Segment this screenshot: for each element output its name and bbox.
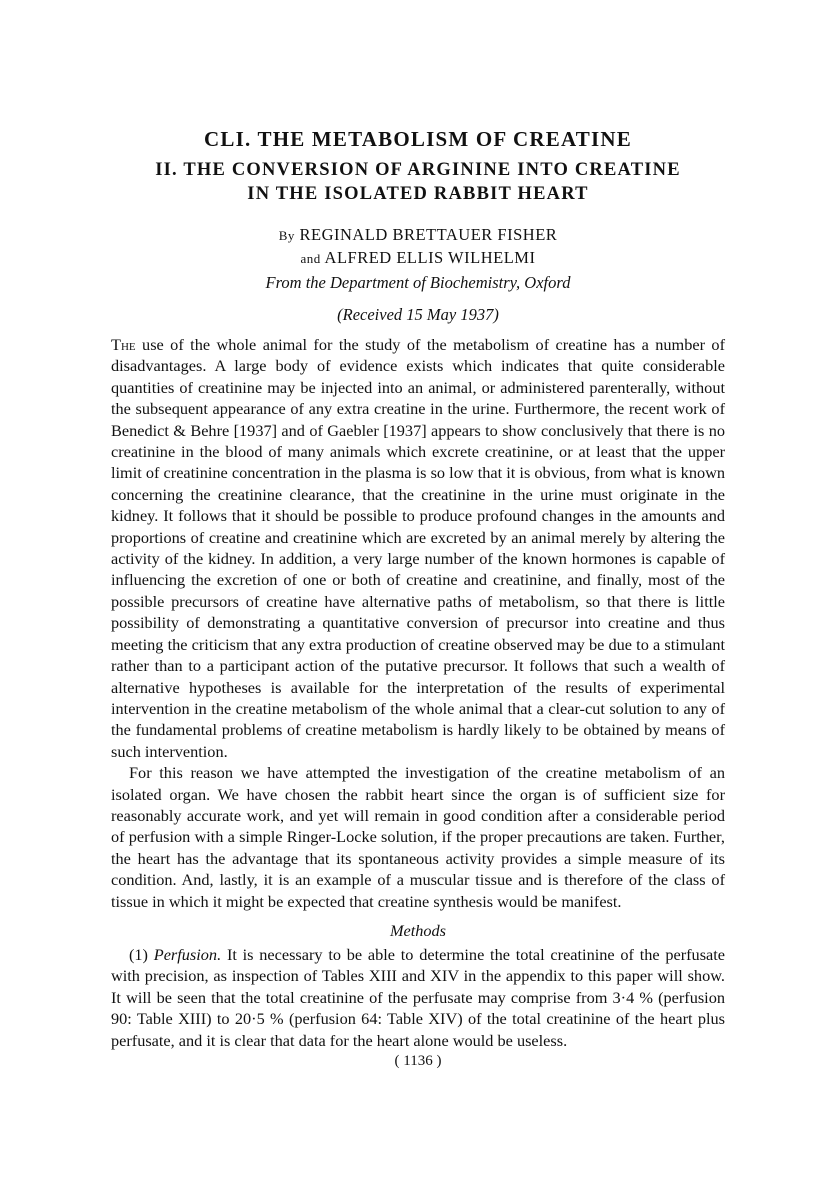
author-name-1: REGINALD BRETTAUER FISHER <box>299 225 558 244</box>
author-name-2: ALFRED ELLIS WILHELMI <box>324 248 536 267</box>
author-line-1 <box>111 224 725 247</box>
first-word: The <box>111 335 136 354</box>
by-label: By <box>278 228 295 243</box>
subtitle-line-2: IN THE ISOLATED RABBIT HEART <box>247 184 589 204</box>
perfusion-lead: Perfusion. <box>153 944 222 964</box>
and-label: and <box>300 251 321 266</box>
paragraph-intro-text: use of the whole animal for the study of the metabolism of creatine has a number of disadvantages. A large body of evidence exists which indicates that quite considerable quantities of creatinine may be injected into an animal, or administered parenterally, without the subsequent appearance of any extra creatine in the urine. Furthermore, the recent work of Benedict & Behre [1937] and of Gaebler [1937] appears to show conclusively that there is no creatinine in the blood of many animals which excrete creatinine, or at least that the upper limit of creatinine concentration in the plasma is so low that it is obvious, from what is known concerning the creatinine clearance, that the creatinine in the urine must originate in the kidney. It follows that it should be possible to produce profound changes in the amounts and proportions of creatine and creatinine which are excreted by an animal merely by altering the activity of the kidney. In addition, a very large number of the known hormones is capable of influencing the excretion of one or both of creatine and creatinine, and finally, most of the possible precursors of creatine have alternative paths of metabolism, so that there is little possibility of demonstrating a quantitative conversion of precursor into creatine and thus meeting the criticism that any extra production of creatine observed may be due to a stimulant rather than to a participant action of the putative precursor. It follows that such a wealth of alternative hypotheses is available for the interpretation of the results of experimental intervention in the creatine metabolism of the whole animal that a clear-cut solution to any of the fundamental problems of creatine metabolism is hardly likely to be obtained by means of such intervention. <box>111 335 725 761</box>
subtitle-line-1: II. THE CONVERSION OF ARGININE INTO CREATINE <box>155 160 681 180</box>
section-heading-methods: Methods <box>389 920 447 940</box>
article-page <box>111 126 725 1071</box>
paragraph-perfusion <box>111 944 725 1051</box>
item-number: (1) <box>129 944 148 964</box>
paragraph-intro <box>111 334 725 762</box>
author-line-2 <box>111 247 725 270</box>
affiliation: From the Department of Biochemistry, Oxford <box>265 273 571 292</box>
paragraph-approach: For this reason we have attempted the investigation of the creatine metabolism of an isolated organ. We have chosen the rabbit heart since the organ is of sufficient size for reasonably accurate work, and yet will remain in good condition after a considerable period of perfusion with a simple Ringer-Locke solution, if the proper precautions are taken. Further, the heart has the advantage that its spontaneous activity provides a simple measure of its condition. And, lastly, it is an example of a muscular tissue and is therefore of the class of tissue in which it might be expected that creatine synthesis would be manifest. <box>111 763 725 911</box>
paragraph-perfusion-text: It is necessary to be able to determine the total creatinine of the perfusate with precision, as inspection of Tables XIII and XIV in the appendix to this paper will show. It will be seen that the total creatinine of the perfusate may comprise from 3·4 % (perfusion 90: Table XIII) to 20·5 % (perfusion 64: Table XIV) of the total creatinine of the heart plus perfusate, and it is clear that data for the heart alone would be useless. <box>111 944 726 1050</box>
article-title: CLI. THE METABOLISM OF CREATINE <box>204 127 632 151</box>
article-subtitle <box>111 158 725 206</box>
page-number: ( 1136 ) <box>394 1053 442 1069</box>
author-block <box>111 224 725 270</box>
received-date: (Received 15 May 1937) <box>337 305 499 324</box>
